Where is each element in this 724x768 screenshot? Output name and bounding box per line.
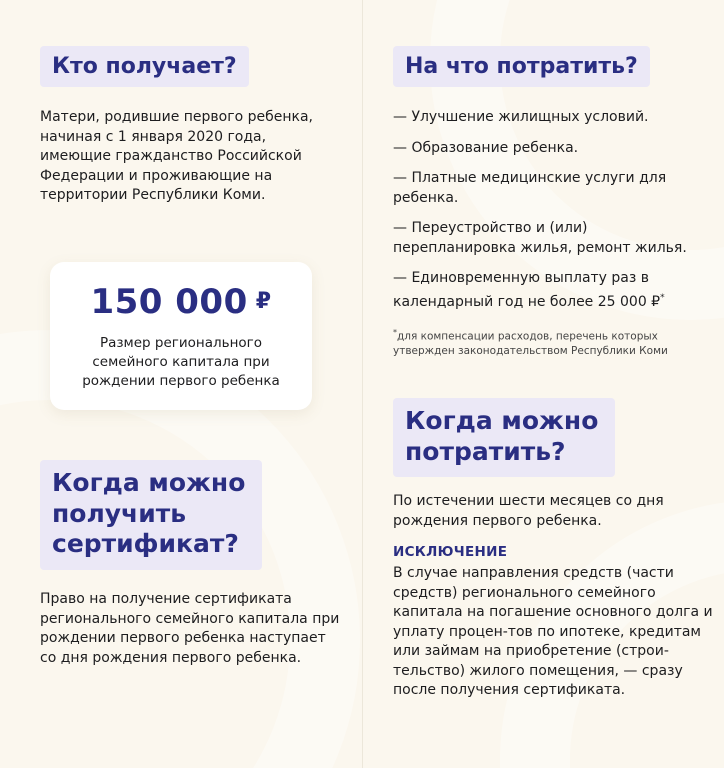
exception-title: ИСКЛЮЧЕНИЕ <box>393 544 508 560</box>
when-get-text: Право на получение сертификата регионального семейного капитала при рождении первого ребенка наступает со дня рождения первого ребенка. <box>40 591 340 666</box>
list-item-text: — Единовременную выплату раз в календарный год не более 25 000 ₽ <box>393 270 661 310</box>
footnote <box>393 326 713 358</box>
exception-text: В случае направления средств (части средств) регионального семейного капитала на погашение основного долга и уплату процен-тов по ипотеке, кредитам или займам на приобретение (строи-тельство) жилого помещения, — сразу после получения сертификата. <box>393 565 713 698</box>
amount-description: Размер регионального семейного капитала при рождении первого ребенка <box>82 335 280 389</box>
who-text: Матери, родившие первого ребенка, начиная с 1 января 2020 года, имеющие гражданство Российской Федерации и проживающие на территории Республики Коми. <box>40 109 313 203</box>
when-get-heading: Когда можно получить сертификат? <box>40 460 262 570</box>
amount-number: 150 000 <box>90 282 248 322</box>
spend-list <box>393 108 713 323</box>
list-item: — Платные медицинские услуги для ребенка. <box>393 170 667 206</box>
list-item: — Переустройство и (или) перепланировка жилья, ремонт жилья. <box>393 220 687 256</box>
when-spend-text: По истечении шести месяцев со дня рождения первого ребенка. <box>393 493 664 529</box>
when-spend-heading: Когда можно потратить? <box>393 398 615 477</box>
amount-card <box>50 262 312 410</box>
footnote-mark: * <box>660 292 665 303</box>
footnote-mark: * <box>393 328 397 337</box>
column-divider <box>362 0 363 768</box>
amount-value <box>50 282 312 322</box>
list-item: — Улучшение жилищных условий. <box>393 109 649 125</box>
spend-heading: На что потратить? <box>393 46 650 87</box>
footnote-text: для компенсации расходов, перечень которых утвержден законодательством Республики Коми <box>393 330 668 357</box>
list-item: — Образование ребенка. <box>393 139 579 156</box>
who-heading: Кто получает? <box>40 46 249 87</box>
ruble-icon: ₽ <box>255 289 272 314</box>
list-item-with-footnote <box>393 269 713 312</box>
